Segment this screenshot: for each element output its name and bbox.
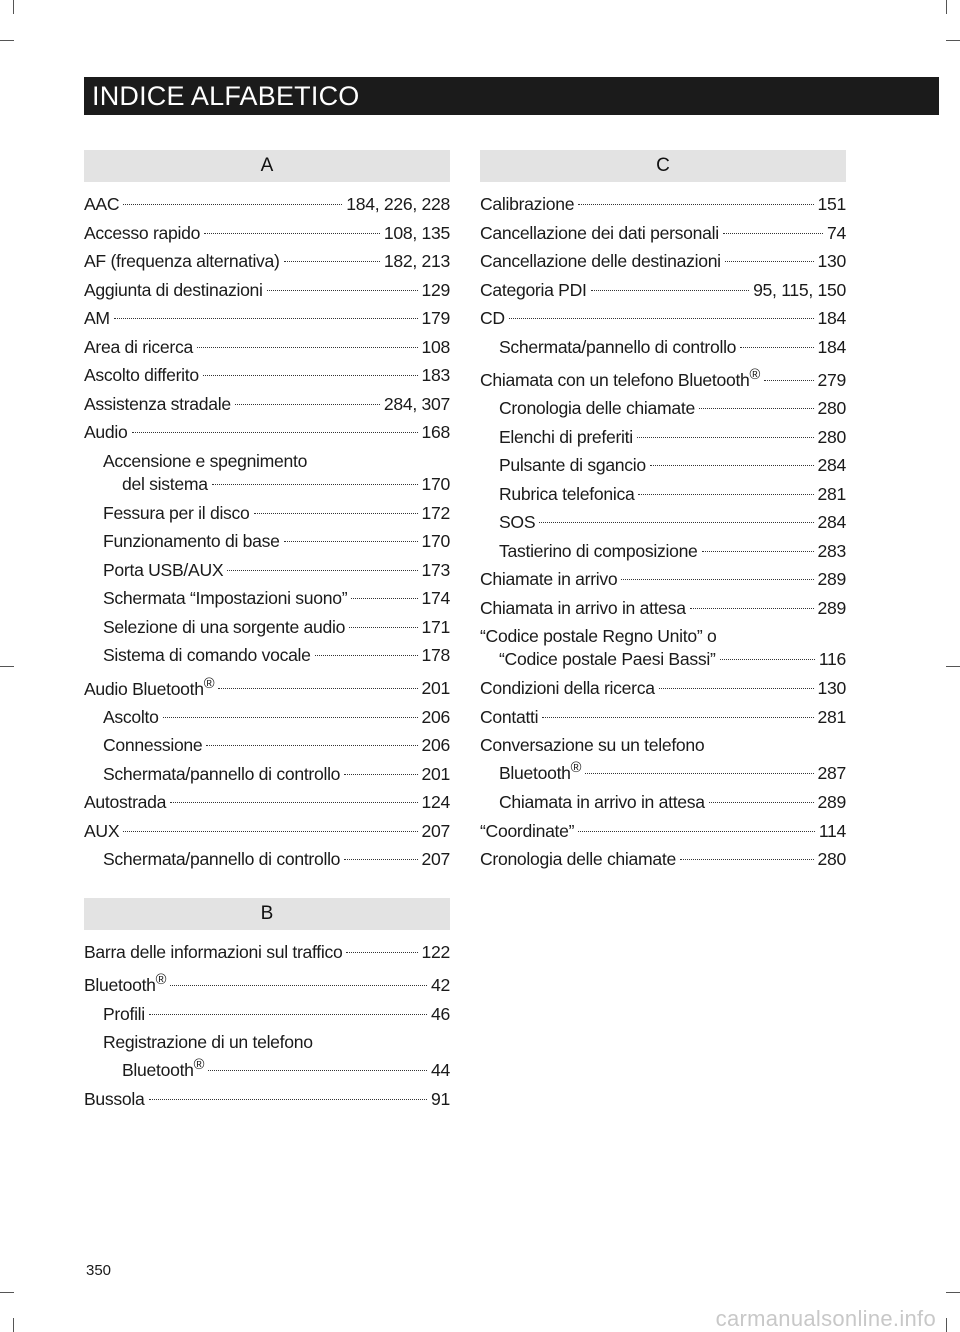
section-b-entries	[84, 938, 450, 1114]
index-entry: Area di ricerca 108	[84, 336, 450, 357]
index-subentry: Schermata/pannello di controllo 184	[499, 336, 846, 357]
crop-mark	[946, 1292, 960, 1293]
index-subentry: Elenchi di preferiti 280	[499, 426, 846, 447]
section-header-b: B	[84, 898, 450, 930]
index-entry: Condizioni della ricerca 130	[480, 678, 846, 699]
index-column-left	[84, 150, 450, 1114]
index-entry: AF (frequenza alternativa) 182, 213	[84, 251, 450, 271]
crop-mark	[13, 0, 14, 14]
index-entry: Autostrada 124	[84, 792, 450, 813]
index-entry: Categoria PDI 95, 115, 150	[480, 279, 846, 300]
index-subentry: Fessura per il disco 172	[103, 502, 450, 523]
section-header-c: C	[480, 150, 846, 182]
index-entry: Audio Bluetooth® 201	[84, 675, 450, 699]
index-subentry: Rubrica telefonica 281	[499, 483, 846, 504]
registered-mark: ®	[155, 972, 167, 989]
index-subentry: Selezione di una sorgente audio 171	[103, 616, 450, 637]
index-entry: Bluetooth® 42	[84, 972, 450, 996]
index-subentry: Tastierino di composizione 283	[499, 540, 846, 561]
index-entry: Calibrazione 151	[480, 194, 846, 214]
index-entry: “Coordinate” 114	[480, 820, 846, 841]
section-c-entries	[480, 190, 846, 874]
index-subentry: Chiamata in arrivo in attesa 289	[499, 792, 846, 813]
registered-mark: ®	[749, 367, 761, 383]
index-entry: Cancellazione delle destinazioni 130	[480, 251, 846, 271]
index-subentry: Pulsante di sgancio 284	[499, 455, 846, 476]
crop-mark	[946, 666, 960, 667]
watermark: carmanualsonline.info	[715, 1306, 936, 1331]
index-subentry: Registrazione di un telefono Bluetooth® 44	[103, 1032, 450, 1081]
index-entry: Contatti 281	[480, 706, 846, 727]
index-subentry: Porta USB/AUX 173	[103, 559, 450, 580]
index-subentry: Schermata “Impostazioni suono” 174	[103, 588, 450, 608]
index-entry: Conversazione su un telefono Bluetooth® 287	[480, 735, 846, 784]
crop-mark	[0, 1292, 14, 1293]
index-entry: Cronologia delle chiamate 280	[480, 849, 846, 870]
index-entry: Bussola 91	[84, 1089, 450, 1110]
index-entry: CD 184	[480, 308, 846, 328]
crop-mark	[0, 40, 14, 41]
index-column-right	[480, 150, 846, 874]
index-entry: Aggiunta di destinazioni 129	[84, 279, 450, 300]
crop-mark	[0, 666, 14, 667]
index-entry: Accesso rapido 108, 135	[84, 222, 450, 243]
index-subentry: Sistema di comando vocale 178	[103, 645, 450, 665]
index-subentry: Profili 46	[103, 1003, 450, 1024]
page-number: 350	[86, 1262, 112, 1279]
crop-mark	[946, 40, 960, 41]
index-subentry: Ascolto 206	[103, 706, 450, 727]
page-title: INDICE ALFABETICO	[84, 77, 939, 115]
index-entry: AM 179	[84, 308, 450, 328]
index-subentry: Accensione e spegnimento del sistema 170	[103, 450, 450, 494]
index-subentry: Connessione 206	[103, 735, 450, 756]
index-entry: Assistenza stradale 284, 307	[84, 393, 450, 414]
index-subentry: SOS 284	[499, 512, 846, 533]
index-entry: Audio 168	[84, 422, 450, 442]
registered-mark: ®	[203, 675, 215, 692]
index-entry: AUX 207	[84, 820, 450, 841]
crop-mark	[946, 0, 947, 14]
index-subentry: Funzionamento di base 170	[103, 531, 450, 551]
index-entry: Cancellazione dei dati personali 74	[480, 222, 846, 243]
index-entry: Barra delle informazioni sul traffico 122	[84, 941, 450, 962]
index-entry: Ascolto differito 183	[84, 365, 450, 385]
registered-mark: ®	[570, 760, 582, 777]
index-entry: Chiamate in arrivo 289	[480, 569, 846, 590]
registered-mark: ®	[193, 1057, 205, 1074]
index-entry: “Codice postale Regno Unito” o “Codice postale Paesi Bassi” 116	[480, 626, 846, 670]
index-subentry: Schermata/pannello di controllo 207	[103, 849, 450, 870]
section-header-a: A	[84, 150, 450, 182]
index-entry: Chiamata in arrivo in attesa 289	[480, 597, 846, 618]
index-subentry: Cronologia delle chiamate 280	[499, 398, 846, 419]
index-entry: AAC 184, 226, 228	[84, 194, 450, 214]
index-subentry: Schermata/pannello di controllo 201	[103, 763, 450, 784]
section-a-entries	[84, 190, 450, 874]
crop-mark	[13, 1318, 14, 1332]
crop-mark	[946, 1318, 947, 1332]
index-entry: Chiamata con un telefono Bluetooth® 279	[480, 367, 846, 390]
